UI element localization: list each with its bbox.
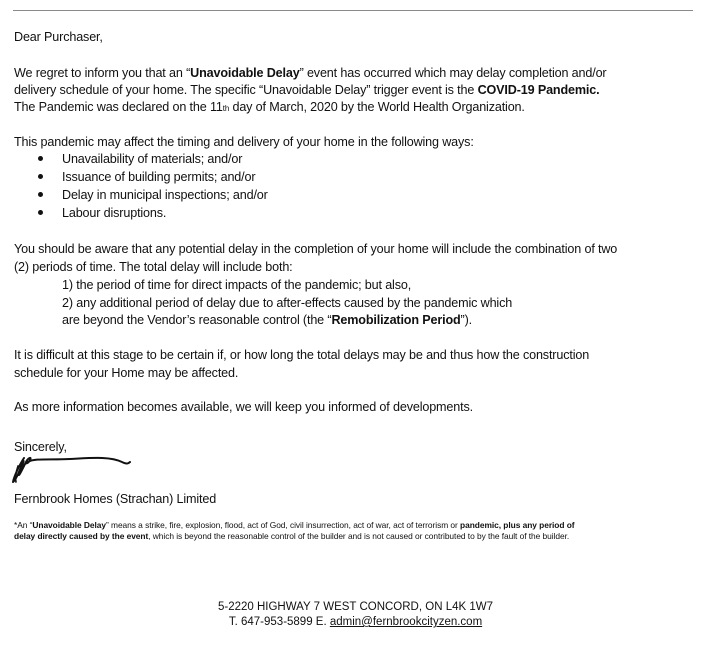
- text: ” event has occurred which may delay completion and/or: [299, 66, 607, 80]
- bullet-icon: [38, 156, 43, 161]
- header-rule: [13, 10, 693, 11]
- term: delay directly caused by the event: [14, 531, 149, 541]
- text: ”).: [460, 313, 472, 327]
- text: ” means a strike, fire, explosion, flood, act of God, civil insurrection, act of war, act of terrorism or: [106, 520, 461, 530]
- contact-line: [0, 615, 711, 630]
- bullet-icon: [38, 210, 43, 215]
- period-item-2-cont: [62, 311, 472, 329]
- para3-line2: (2) periods of time. The total delay will include both:: [14, 260, 293, 274]
- text: are beyond the Vendor’s reasonable control (the “: [62, 313, 332, 327]
- footnote-line1: [14, 520, 575, 531]
- closing: Sincerely,: [14, 440, 67, 454]
- para1-line3: [14, 98, 525, 118]
- para3-line1: You should be aware that any potential delay in the completion of your home will include the combination of two: [14, 242, 618, 256]
- bullet-item: Labour disruptions.: [62, 206, 167, 220]
- signature-image: [10, 452, 135, 488]
- bullet-item: Delay in municipal inspections; and/or: [62, 188, 268, 202]
- para1-line2: [14, 81, 599, 99]
- text: delivery schedule of your home. The specific “Unavoidable Delay” trigger event is the: [14, 83, 478, 97]
- text: We regret to inform you that an “: [14, 66, 191, 80]
- term: pandemic, plus any period of: [460, 520, 575, 530]
- salutation: Dear Purchaser,: [14, 30, 103, 44]
- bullet-item: Issuance of building permits; and/or: [62, 170, 256, 184]
- email-link[interactable]: admin@fernbrookcityzen.com: [329, 616, 483, 628]
- para4-line1: It is difficult at this stage to be certain if, or how long the total delays may be and thus how the construction: [14, 348, 590, 362]
- term: Unavoidable Delay: [32, 520, 106, 530]
- bullet-icon: [38, 192, 43, 197]
- company-address: 5-2220 HIGHWAY 7 WEST CONCORD, ON L4K 1W7: [217, 601, 493, 613]
- signatory: Fernbrook Homes (Strachan) Limited: [14, 492, 217, 506]
- phone: T. 647-953-5899 E.: [228, 616, 330, 628]
- text: , which is beyond the reasonable control of the builder and is not caused or contributed to by the fault of the builder.: [148, 531, 570, 541]
- period-item-2: 2) any additional period of delay due to after-effects caused by the pandemic which: [62, 296, 513, 310]
- term-unavoidable-delay: Unavoidable Delay: [190, 66, 300, 80]
- term-covid: COVID-19 Pandemic.: [477, 83, 600, 97]
- text: day of March, 2020 by the World Health Organization.: [229, 100, 525, 114]
- text: The Pandemic was declared on the 11: [14, 100, 223, 114]
- para2-intro: This pandemic may affect the timing and delivery of your home in the following ways:: [14, 135, 474, 149]
- para5: As more information becomes available, we will keep you informed of developments.: [14, 400, 473, 414]
- para1-line1: [14, 64, 606, 82]
- footnote-line2: [14, 531, 569, 542]
- bullet-item: Unavailability of materials; and/or: [62, 152, 243, 166]
- text: *An “: [14, 520, 33, 530]
- term-remobilization: Remobilization Period: [331, 313, 461, 327]
- period-item-1: 1) the period of time for direct impacts of the pandemic; but also,: [62, 278, 412, 292]
- para4-line2: schedule for your Home may be affected.: [14, 366, 239, 380]
- ordinal-suffix: th: [222, 104, 230, 113]
- bullet-icon: [38, 174, 43, 179]
